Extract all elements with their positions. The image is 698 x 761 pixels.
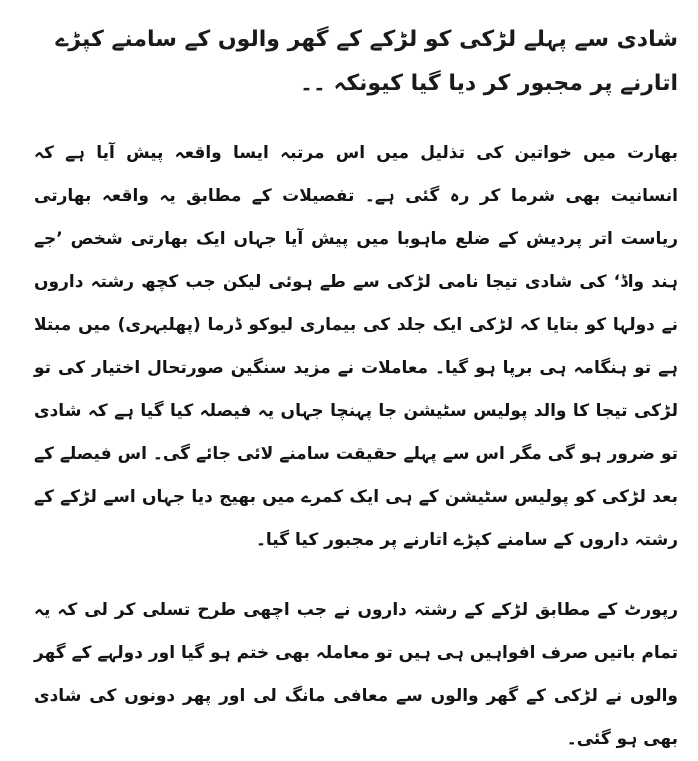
article-headline: شادی سے پہلے لڑکی کو لڑکے کے گھر والوں کے سامنے کپڑے اتارنے پر مجبور کر دیا گیا کیونکہ ۔۔: [55, 27, 678, 96]
article-paragraph: رپورٹ کے مطابق لڑکے کے رشتہ داروں نے جب اچھی طرح تسلی کر لی کہ یہ تمام باتیں صرف افواہیں ہی ہیں تو معاملہ بھی ختم ہو گیا اور دولہے کے گھر والوں نے لڑکی کے گھر والوں سے معافی مانگ لی اور پھر دونوں کی شادی بھی ہو گئی۔: [34, 600, 678, 749]
article-paragraph: بھارت میں خواتین کی تذلیل میں اس مرتبہ ایسا واقعہ پیش آیا ہے کہ انسانیت بھی شرما کر رہ گئی ہے۔ تفصیلات کے مطابق یہ واقعہ بھارتی ریاست اتر پردیش کے ضلع ماہوبا میں پیش آیا جہاں ایک بھارتی شخص ’جے ہند واڈ‘ کی شادی تیجا نامی لڑکی سے طے ہوئی لیکن جب کچھ رشتہ داروں نے دولہا کو بتایا کہ لڑکی ایک جلد کی بیماری لیوکو ڈرما (پھلبہری) میں مبتلا ہے تو ہنگامہ ہی برپا ہو گیا۔ معاملات نے مزید سنگین صورتحال اختیار کی تو لڑکی تیجا کا والد پولیس سٹیشن جا پہنچا جہاں یہ فیصلہ کیا گیا ہے کہ شادی تو ضرور ہو گی مگر اس سے پہلے حقیقت سامنے لائی جائے گی۔ اس فیصلے کے بعد لڑکی کو پولیس سٹیشن کے ہی ایک کمرے میں بھیج دیا جہاں اسے لڑکے کے رشتہ داروں کے سامنے کپڑے اتارنے پر مجبور کیا گیا۔: [34, 143, 678, 550]
